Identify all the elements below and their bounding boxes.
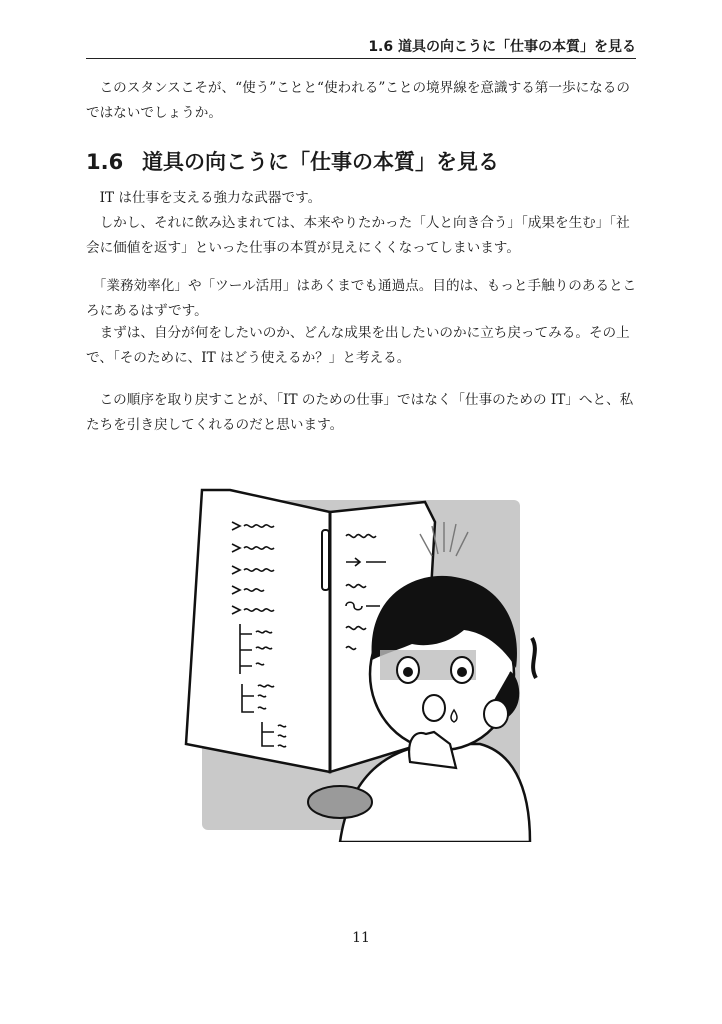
body-paragraph-5: この順序を取り戻すことが、「IT のための仕事」ではなく「仕事のための IT」へと、私たちを引き戻してくれるのだと思います。 [86,392,634,433]
running-head: 1.6 道具の向こうに「仕事の本質」を見る [86,36,636,59]
section-title: 道具の向こうに「仕事の本質」を見る [142,150,499,174]
computer-mouse-icon [308,786,372,818]
illustration-drawing [180,482,540,842]
illustration [180,482,540,846]
body-paragraph-1: IT は仕事を支える強力な武器です。 [86,190,322,206]
section-number: 1.6 [86,150,124,174]
body-paragraph-2: しかし、それに飲み込まれては、本来やりたかった「人と向き合う」「成果を生む」「社会に価値を返す」といった仕事の本質が見えにくくなってしまいます。 [86,215,630,256]
section-heading [86,146,638,178]
page-number: 11 [352,930,370,946]
intro-paragraph: このスタンスこそが、“使う”ことと“使われる”ことの境界線を意識する第一歩になるのではないでしょうか。 [86,80,630,121]
body-paragraph-4: まずは、自分が何をしたいのか、どんな成果を出したいのかに立ち戻ってみる。その上で、「そのために、IT はどう使えるか？」と考える。 [86,325,630,366]
body-paragraph-3: 「業務効率化」や「ツール活用」はあくまでも通過点。目的は、もっと手触りのあるところにあるはずです。 [86,278,637,319]
